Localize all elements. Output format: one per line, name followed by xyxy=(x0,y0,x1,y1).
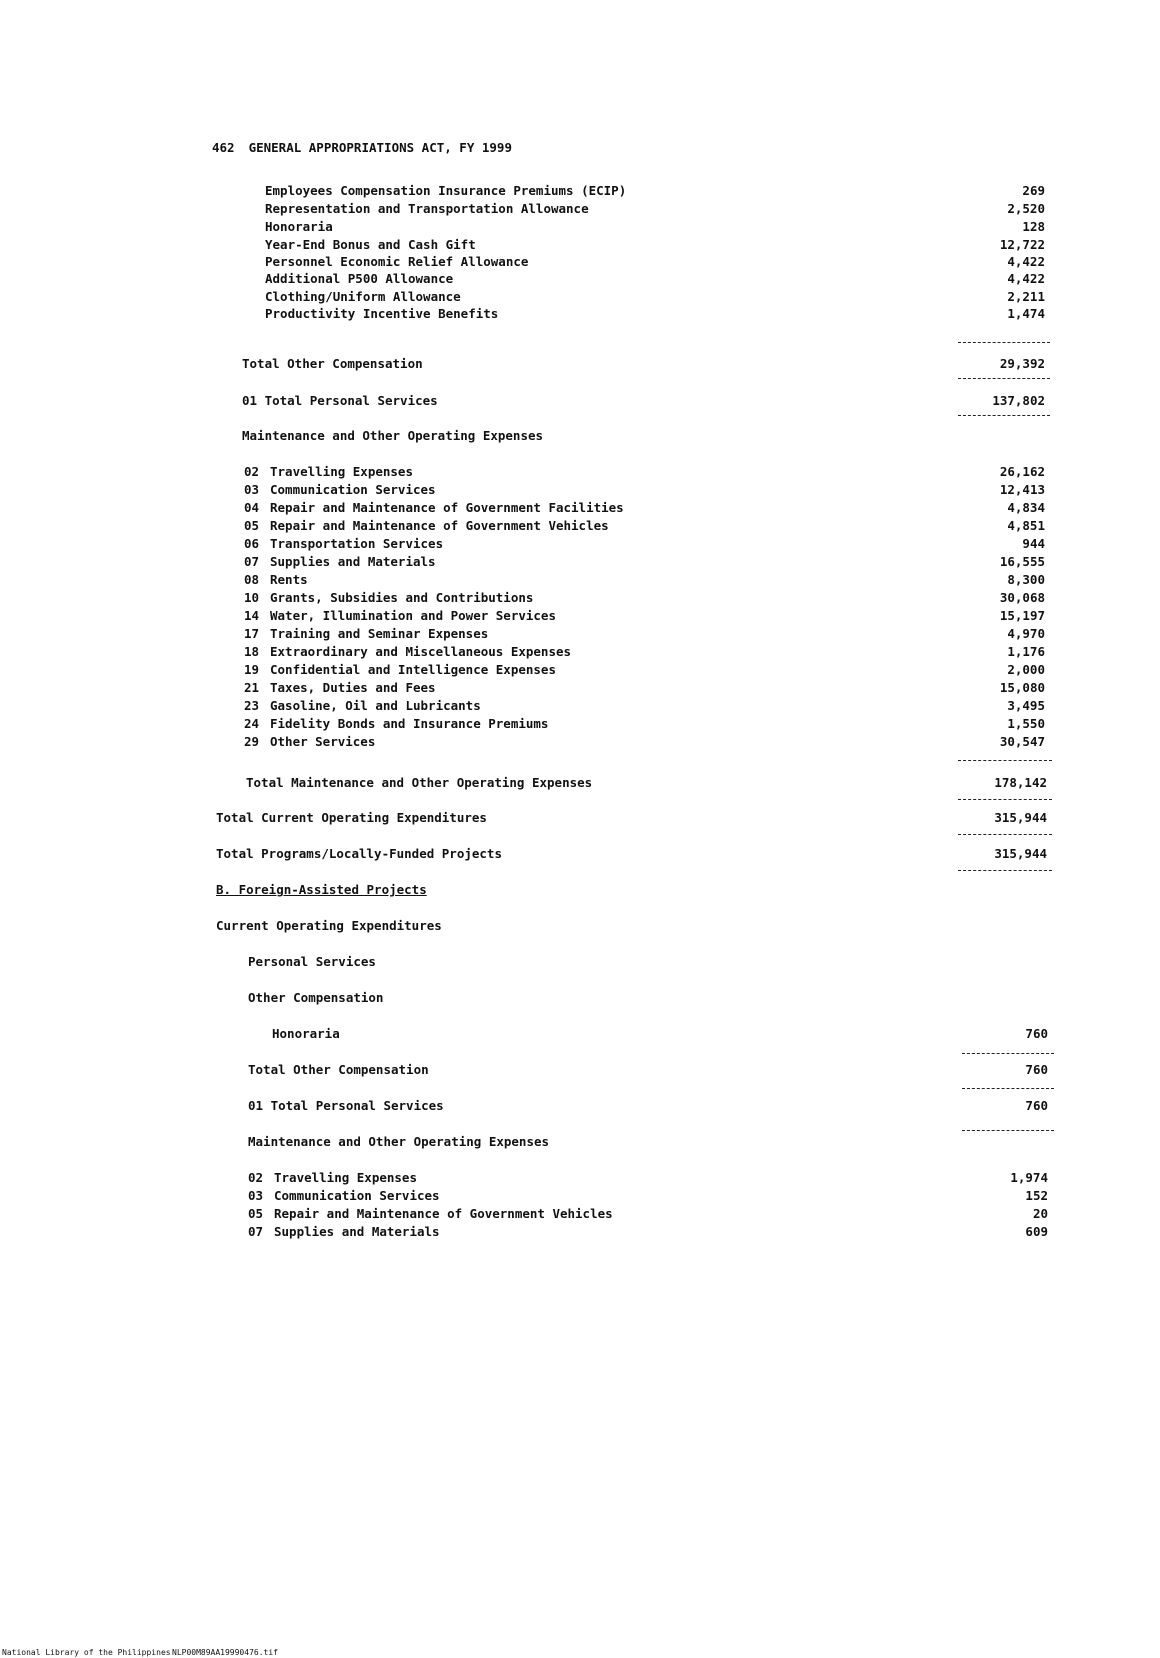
total-rule xyxy=(962,1130,1054,1131)
total-other-compensation-label: Total Other Compensation xyxy=(242,356,423,371)
honoraria-item-label: Honoraria xyxy=(272,1026,340,1041)
total-mooe xyxy=(0,775,1160,793)
document-title: GENERAL APPROPRIATIONS ACT, FY 1999 xyxy=(248,140,512,155)
other-comp-item-label: Honoraria xyxy=(265,219,333,234)
item-label: Other Services xyxy=(270,734,376,749)
mooe-item xyxy=(0,518,1160,536)
item-label: Communication Services xyxy=(270,482,436,497)
amount: 4,422 xyxy=(1007,271,1045,286)
item-label: Transportation Services xyxy=(270,536,444,551)
item-label: Repair and Maintenance of Government Vehicles xyxy=(274,1206,613,1221)
mooe-item xyxy=(0,716,1160,734)
total-current-operating-label: Total Current Operating Expenditures xyxy=(216,810,487,825)
mooe-heading xyxy=(0,428,1160,446)
total-programs xyxy=(0,846,1160,864)
mooe-item xyxy=(0,662,1160,680)
total-rule xyxy=(958,870,1052,871)
mooe-item-b xyxy=(0,1170,1160,1188)
amount: 760 xyxy=(1025,1062,1048,1077)
total-rule xyxy=(958,415,1050,416)
mooe-item-label xyxy=(244,698,481,713)
mooe-heading-label: Maintenance and Other Operating Expenses xyxy=(242,428,544,443)
amount: 760 xyxy=(1025,1026,1048,1041)
object-code: 03 xyxy=(248,1188,264,1203)
other-comp-item-label: Employees Compensation Insurance Premiums (ECIP) xyxy=(265,183,627,198)
total-personal-services xyxy=(0,393,1160,411)
amount: 4,851 xyxy=(1007,518,1045,533)
mooe-item xyxy=(0,698,1160,716)
object-code: 21 xyxy=(244,680,260,695)
mooe-item xyxy=(0,482,1160,500)
mooe-heading-b-label: Maintenance and Other Operating Expenses xyxy=(248,1134,550,1149)
mooe-item xyxy=(0,734,1160,752)
mooe-item xyxy=(0,500,1160,518)
other-comp-item xyxy=(0,201,1160,219)
amount: 269 xyxy=(1022,183,1045,198)
total-rule xyxy=(958,760,1052,761)
amount: 12,722 xyxy=(999,237,1045,252)
amount: 12,413 xyxy=(999,482,1045,497)
mooe-item-b xyxy=(0,1206,1160,1224)
other-comp-item xyxy=(0,306,1160,324)
other-comp-item xyxy=(0,237,1160,255)
amount: 30,068 xyxy=(999,590,1045,605)
object-code: 02 xyxy=(248,1170,264,1185)
amount: 20 xyxy=(1032,1206,1048,1221)
mooe-item-label xyxy=(244,734,375,749)
mooe-item-label xyxy=(244,464,413,479)
mooe-item xyxy=(0,464,1160,482)
amount: 8,300 xyxy=(1007,572,1045,587)
section-b-heading xyxy=(0,882,1160,900)
amount: 29,392 xyxy=(999,356,1045,371)
amount: 2,211 xyxy=(1007,289,1045,304)
other-comp-item xyxy=(0,183,1160,201)
mooe-item-label xyxy=(244,500,624,515)
amount: 4,970 xyxy=(1007,626,1045,641)
object-code: 18 xyxy=(244,644,260,659)
mooe-item-label xyxy=(244,680,436,695)
page-header xyxy=(212,140,526,155)
object-code: 19 xyxy=(244,662,260,677)
current-operating-heading xyxy=(0,918,1160,936)
amount: 1,550 xyxy=(1007,716,1045,731)
total-rule xyxy=(958,378,1050,379)
other-comp-item-label: Personnel Economic Relief Allowance xyxy=(265,254,529,269)
object-code: 24 xyxy=(244,716,260,731)
mooe-item-b-label xyxy=(248,1224,440,1239)
mooe-item-label xyxy=(244,554,436,569)
mooe-item-label xyxy=(244,644,571,659)
total-current-operating xyxy=(0,810,1160,828)
item-label: Training and Seminar Expenses xyxy=(270,626,489,641)
item-label: Rents xyxy=(270,572,308,587)
other-compensation-heading-label: Other Compensation xyxy=(248,990,384,1005)
section-b-heading-label: B. Foreign-Assisted Projects xyxy=(216,882,427,897)
mooe-item-label xyxy=(244,482,436,497)
amount: 152 xyxy=(1025,1188,1048,1203)
amount: 944 xyxy=(1022,536,1045,551)
total-personal-services-label: 01 Total Personal Services xyxy=(242,393,438,408)
honoraria-item xyxy=(0,1026,1160,1044)
personal-services-heading xyxy=(0,954,1160,972)
total-rule xyxy=(958,834,1052,835)
amount: 760 xyxy=(1025,1098,1048,1113)
mooe-item-label xyxy=(244,536,443,551)
other-comp-item xyxy=(0,271,1160,289)
total-mooe-label: Total Maintenance and Other Operating Expenses xyxy=(246,775,593,790)
other-comp-item xyxy=(0,219,1160,237)
mooe-item xyxy=(0,590,1160,608)
item-label: Supplies and Materials xyxy=(274,1224,440,1239)
object-code: 02 xyxy=(244,464,260,479)
total-other-compensation xyxy=(0,356,1160,374)
amount: 315,944 xyxy=(994,810,1047,825)
mooe-item-b-label xyxy=(248,1206,613,1221)
mooe-item xyxy=(0,536,1160,554)
mooe-item-b-label xyxy=(248,1170,417,1185)
object-code: 17 xyxy=(244,626,260,641)
other-comp-item-label: Representation and Transportation Allowance xyxy=(265,201,589,216)
amount: 178,142 xyxy=(994,775,1047,790)
amount: 137,802 xyxy=(992,393,1045,408)
other-comp-item xyxy=(0,289,1160,307)
amount: 15,080 xyxy=(999,680,1045,695)
mooe-item xyxy=(0,572,1160,590)
item-label: Repair and Maintenance of Government Vehicles xyxy=(270,518,609,533)
object-code: 29 xyxy=(244,734,260,749)
item-label: Fidelity Bonds and Insurance Premiums xyxy=(270,716,549,731)
footer-library: National Library of the Philippines xyxy=(2,1648,171,1657)
amount: 3,495 xyxy=(1007,698,1045,713)
object-code: 06 xyxy=(244,536,260,551)
item-label: Extraordinary and Miscellaneous Expenses xyxy=(270,644,572,659)
mooe-item-b xyxy=(0,1188,1160,1206)
item-label: Taxes, Duties and Fees xyxy=(270,680,436,695)
item-label: Communication Services xyxy=(274,1188,440,1203)
object-code: 07 xyxy=(244,554,260,569)
total-rule xyxy=(958,342,1050,343)
object-code: 03 xyxy=(244,482,260,497)
mooe-item xyxy=(0,626,1160,644)
mooe-item xyxy=(0,644,1160,662)
object-code: 07 xyxy=(248,1224,264,1239)
other-comp-item-label: Year-End Bonus and Cash Gift xyxy=(265,237,476,252)
other-comp-item xyxy=(0,254,1160,272)
mooe-item xyxy=(0,608,1160,626)
amount: 1,176 xyxy=(1007,644,1045,659)
amount: 2,000 xyxy=(1007,662,1045,677)
current-operating-heading-label: Current Operating Expenditures xyxy=(216,918,442,933)
amount: 315,944 xyxy=(994,846,1047,861)
amount: 128 xyxy=(1022,219,1045,234)
object-code: 23 xyxy=(244,698,260,713)
mooe-item-b-label xyxy=(248,1188,440,1203)
amount: 4,834 xyxy=(1007,500,1045,515)
item-label: Confidential and Intelligence Expenses xyxy=(270,662,556,677)
object-code: 08 xyxy=(244,572,260,587)
total-personal-services-b xyxy=(0,1098,1160,1116)
total-personal-services-b-label: 01 Total Personal Services xyxy=(248,1098,444,1113)
item-label: Travelling Expenses xyxy=(270,464,413,479)
mooe-item-label xyxy=(244,518,609,533)
amount: 16,555 xyxy=(999,554,1045,569)
other-compensation-heading xyxy=(0,990,1160,1008)
amount: 26,162 xyxy=(999,464,1045,479)
other-comp-item-label: Productivity Incentive Benefits xyxy=(265,306,499,321)
personal-services-heading-label: Personal Services xyxy=(248,954,376,969)
item-label: Water, Illumination and Power Services xyxy=(270,608,556,623)
mooe-heading-b xyxy=(0,1134,1160,1152)
mooe-item xyxy=(0,554,1160,572)
object-code: 14 xyxy=(244,608,260,623)
item-label: Travelling Expenses xyxy=(274,1170,417,1185)
total-rule xyxy=(962,1053,1054,1054)
total-rule xyxy=(958,799,1052,800)
amount: 2,520 xyxy=(1007,201,1045,216)
object-code: 05 xyxy=(248,1206,264,1221)
item-label: Grants, Subsidies and Contributions xyxy=(270,590,534,605)
item-label: Supplies and Materials xyxy=(270,554,436,569)
amount: 609 xyxy=(1025,1224,1048,1239)
amount: 30,547 xyxy=(999,734,1045,749)
other-comp-item-label: Clothing/Uniform Allowance xyxy=(265,289,461,304)
mooe-item-label xyxy=(244,626,488,641)
item-label: Repair and Maintenance of Government Facilities xyxy=(270,500,624,515)
mooe-item-label xyxy=(244,572,308,587)
item-label: Gasoline, Oil and Lubricants xyxy=(270,698,481,713)
total-other-compensation-b xyxy=(0,1062,1160,1080)
total-rule xyxy=(962,1088,1054,1089)
amount: 4,422 xyxy=(1007,254,1045,269)
mooe-item-b xyxy=(0,1224,1160,1242)
other-comp-item-label: Additional P500 Allowance xyxy=(265,271,454,286)
total-other-compensation-b-label: Total Other Compensation xyxy=(248,1062,429,1077)
mooe-item-label xyxy=(244,590,533,605)
object-code: 10 xyxy=(244,590,260,605)
amount: 1,474 xyxy=(1007,306,1045,321)
footer-file: NLP00M89AA19990476.tif xyxy=(172,1648,278,1657)
page-number: 462 xyxy=(212,140,235,155)
amount: 1,974 xyxy=(1010,1170,1048,1185)
mooe-item xyxy=(0,680,1160,698)
object-code: 04 xyxy=(244,500,260,515)
total-programs-label: Total Programs/Locally-Funded Projects xyxy=(216,846,502,861)
mooe-item-label xyxy=(244,608,556,623)
mooe-item-label xyxy=(244,662,556,677)
mooe-item-label xyxy=(244,716,548,731)
amount: 15,197 xyxy=(999,608,1045,623)
object-code: 05 xyxy=(244,518,260,533)
